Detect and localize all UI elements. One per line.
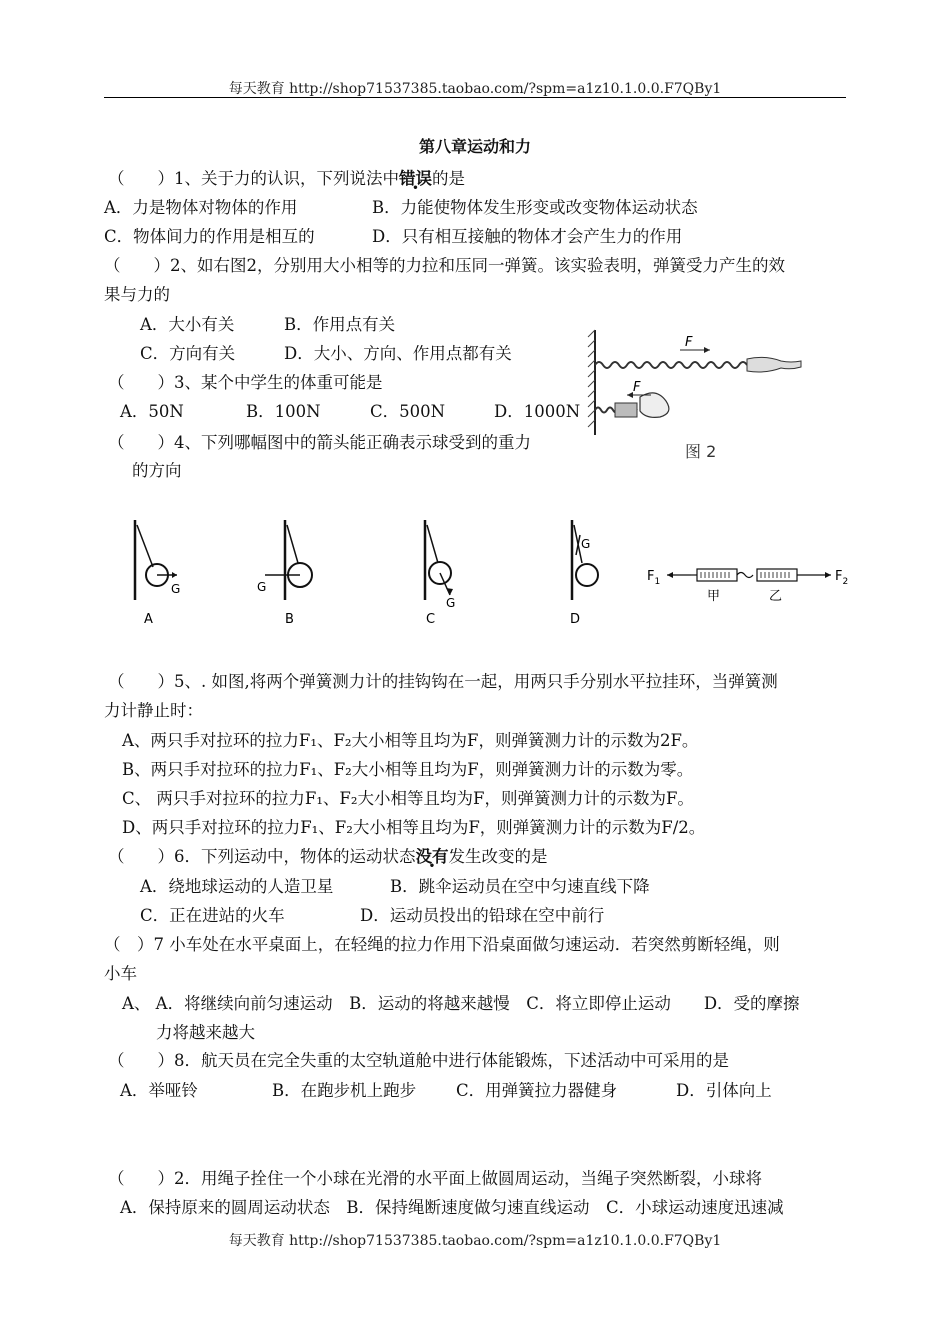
pendulum-c-label: C: [426, 612, 436, 627]
q2-option-b: B．作用点有关: [284, 315, 396, 334]
pendulum-b: [257, 520, 312, 627]
q3-option-c: C．500N: [370, 402, 446, 421]
pendulum-a-label: A: [144, 612, 153, 627]
pendulum-a-force: G: [171, 582, 181, 596]
chapter-title: 第八章运动和力: [418, 137, 531, 156]
q6-stem-post: 发生改变的是: [448, 847, 548, 866]
pendulum-b-label: B: [285, 612, 294, 627]
q5-option-d: D、两只手对拉环的拉力F₁、F₂大小相等且均为F，则弹簧测力计的示数为F/2。: [122, 818, 706, 837]
q6-option-c: C．正在进站的火车: [140, 906, 285, 925]
q2-stem-line1: （ ）2、如右图2，分别用大小相等的力拉和压同一弹簧。该实验表明，弹簧受力产生的效: [104, 256, 785, 275]
q8-stem: （ ）8．航天员在完全失重的太空轨道舱中进行体能锻炼，下述活动中可采用的是: [108, 1051, 729, 1070]
force-f2-label: $F_2$: [835, 569, 849, 587]
q5-option-c: C、 两只手对拉环的拉力F₁、F₂大小相等且均为F，则弹簧测力计的示数为F。: [122, 789, 694, 808]
q8-option-c: C．用弹簧拉力器健身: [456, 1081, 618, 1100]
q7-options: A、 A．将继续向前匀速运动 B．运动的将越来越慢 C．将立即停止运动 D．受的摩擦: [122, 994, 800, 1013]
pendulum-b-force: G: [257, 580, 267, 594]
q5-stem-line2: 力计静止时：: [104, 701, 203, 720]
q3-option-d: D．1000N: [494, 402, 581, 421]
q1-emphasis: 错误: [399, 169, 432, 188]
figure-2-force-bottom: F: [633, 380, 641, 395]
q8-option-a: A．举哑铃: [120, 1081, 198, 1100]
q7-stem-line2: 小车: [104, 964, 137, 983]
pendulum-c: [425, 520, 455, 627]
q1-option-b: B．力能使物体发生形变或改变物体运动状态: [372, 198, 698, 217]
page-footer: 每天教育 http://shop71537385.taobao.com/?spm=a1z10.1.0.0.F7QBy1: [228, 1233, 722, 1249]
pendulum-c-force: G: [446, 596, 456, 610]
q6-emphasis: 没有: [415, 847, 449, 866]
scale-yi-label: 乙: [769, 589, 783, 604]
q4-stem-line2: 的方向: [132, 461, 182, 480]
q1-option-a: A．力是物体对物体的作用: [104, 198, 298, 217]
q3-option-b: B．100N: [246, 402, 321, 421]
figure-2-caption: 图 2: [685, 442, 717, 461]
q1-option-c: C．物体间力的作用是相互的: [104, 227, 315, 246]
q8-option-b: B．在跑步机上跑步: [272, 1081, 417, 1100]
q1-stem-pre: （ ）1、关于力的认识，下列说法中: [108, 169, 399, 188]
q5-option-a: A、两只手对拉环的拉力F₁、F₂大小相等且均为F，则弹簧测力计的示数为2F。: [122, 731, 699, 750]
pendulum-d-label: D: [570, 612, 581, 627]
q6-option-d: D．运动员投出的铅球在空中前行: [360, 906, 605, 925]
q6-option-a: A．绕地球运动的人造卫星: [140, 877, 334, 896]
pendulum-d-force: G: [581, 537, 591, 551]
q4-stem-line1: （ ）4、下列哪幅图中的箭头能正确表示球受到的重力: [108, 433, 531, 452]
q5-stem-line1: （ ）5、. 如图,将两个弹簧测力计的挂钩钩在一起，用两只手分别水平拉挂环，当弹簧测: [108, 672, 778, 691]
q2-stem-line2: 果与力的: [104, 285, 170, 304]
q5-option-b: B、两只手对拉环的拉力F₁、F₂大小相等且均为F，则弹簧测力计的示数为零。: [122, 760, 694, 779]
q8-option-d: D．引体向上: [676, 1081, 772, 1100]
spring-scales-figure: [645, 560, 855, 605]
q3-stem: （ ）3、某个中学生的体重可能是: [108, 373, 383, 392]
q6-stem-pre: （ ）6．下列运动中，物体的运动状态: [108, 847, 416, 866]
q2-option-c: C．方向有关: [140, 344, 236, 363]
q1-option-d: D．只有相互接触的物体才会产生力的作用: [372, 227, 683, 246]
q7-stem-line1: （ ）7 小车处在水平桌面上，在轻绳的拉力作用下沿桌面做匀速运动．若突然剪断轻绳，则: [104, 935, 780, 954]
page-header: 每天教育 http://shop71537385.taobao.com/?spm=a1z10.1.0.0.F7QBy1: [228, 81, 722, 97]
q1-stem-post: 的是: [432, 169, 465, 188]
header-rule: [104, 97, 846, 98]
q9-options: A．保持原来的圆周运动状态 B．保持绳断速度做匀速直线运动 C．小球运动速度迅速减: [120, 1198, 784, 1217]
q2-option-a: A．大小有关: [140, 315, 235, 334]
q7-options-cont: 力将越来越大: [156, 1023, 255, 1042]
q2-option-d: D．大小、方向、作用点都有关: [284, 344, 512, 363]
pendulum-a: [135, 520, 180, 627]
pendulum-figures: [120, 515, 620, 630]
scale-jia-label: 甲: [707, 589, 721, 604]
figure-2-spring: [585, 325, 815, 465]
q6-stem: [108, 846, 548, 868]
q3-option-a: A．50N: [120, 402, 184, 421]
q1-stem: [108, 168, 465, 190]
pendulum-d: [570, 520, 598, 627]
force-f1-label: $F_1$: [647, 569, 661, 587]
q9-stem: （ ）2．用绳子拴住一个小球在光滑的水平面上做圆周运动，当绳子突然断裂，小球将: [108, 1169, 762, 1188]
figure-2-force-top: F: [685, 335, 693, 350]
q6-option-b: B．跳伞运动员在空中匀速直线下降: [390, 877, 650, 896]
